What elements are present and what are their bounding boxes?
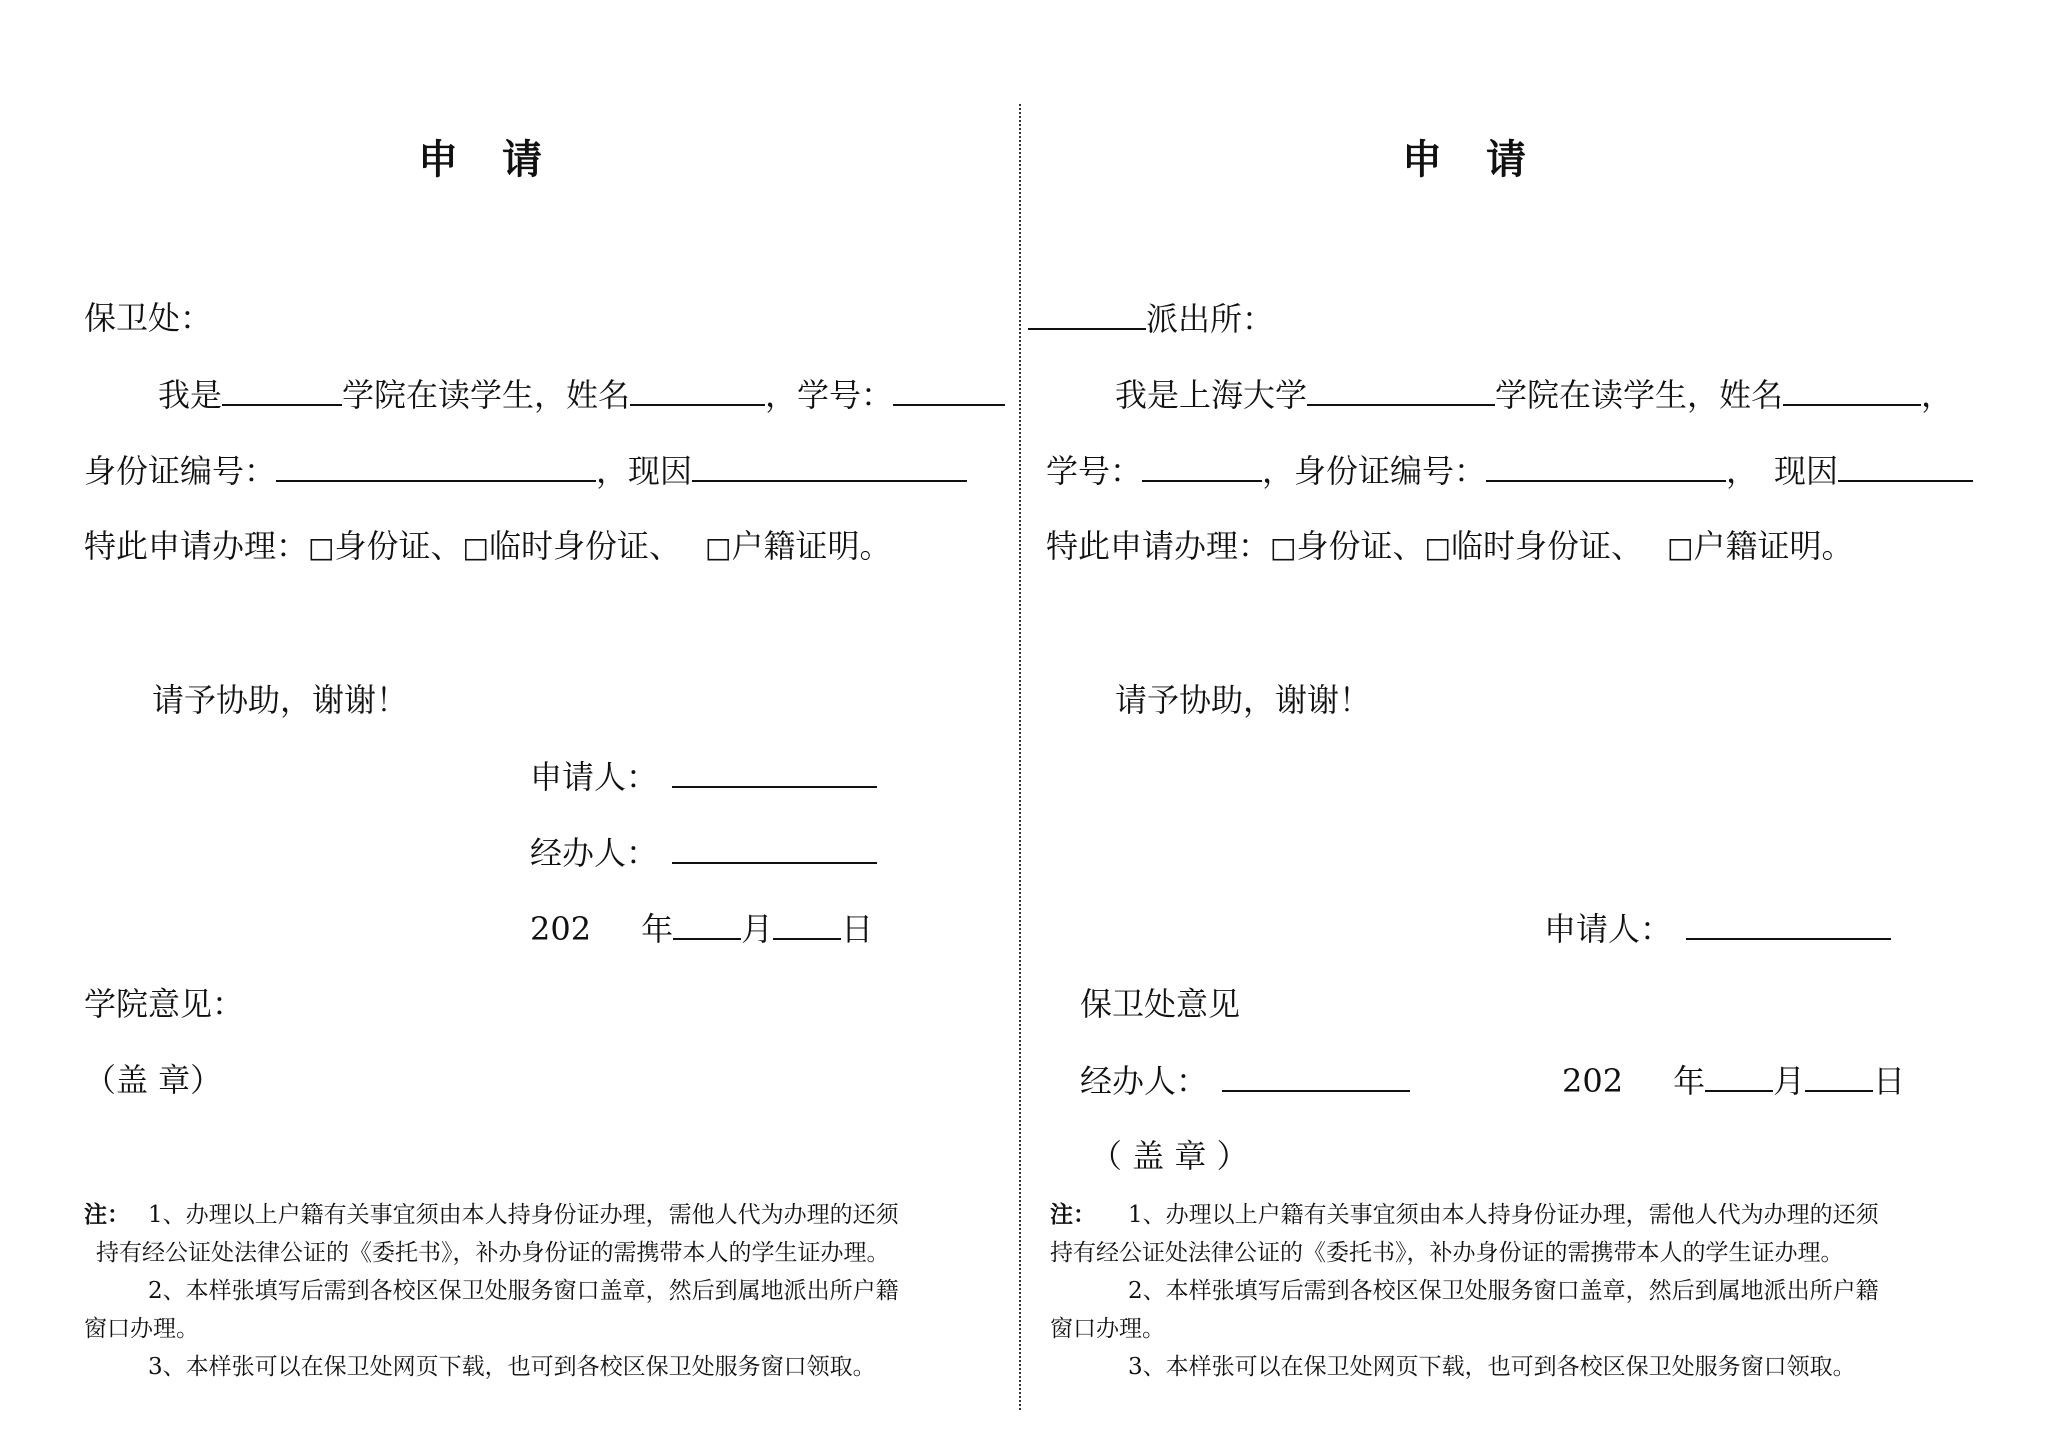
right-note-1a: 1、办理以上户籍有关事宜须由本人持身份证办理，需他人代为办理的还须: [1128, 1202, 1879, 1228]
left-line1-mid1: 学院在读学生，姓名: [342, 376, 631, 414]
right-opt-household: 户籍证明。: [1693, 527, 1854, 565]
right-date-yue: 月: [1773, 1062, 1806, 1100]
right-applicant-label: 申请人：: [1544, 910, 1673, 948]
left-applicant-blank[interactable]: [672, 756, 877, 788]
right-opt-id-card: 身份证、: [1296, 527, 1425, 565]
checkbox-icon[interactable]: □: [462, 531, 489, 564]
right-name-blank[interactable]: [1783, 374, 1921, 406]
right-opt-temp-id: 临时身份证、: [1450, 527, 1643, 565]
right-addressee-row: [1028, 298, 1274, 339]
left-line-3: [84, 526, 891, 568]
left-handler-row: [530, 832, 877, 873]
left-applicant-label: 申请人：: [530, 758, 659, 796]
left-title: 申 请: [418, 136, 544, 183]
right-date-nian: 年: [1673, 1062, 1706, 1100]
left-opinion: 学院意见：: [84, 985, 245, 1023]
right-line-2: [1046, 450, 1973, 491]
left-addressee: 保卫处：: [84, 299, 213, 337]
left-note-3: 3、本样张可以在保卫处网页下载，也可到各校区保卫处服务窗口领取。: [148, 1354, 876, 1380]
left-date-nian: 年: [641, 910, 674, 948]
left-student-id-blank[interactable]: [893, 374, 1005, 406]
right-addressee: 派出所：: [1146, 300, 1275, 338]
right-day-blank[interactable]: [1805, 1060, 1873, 1092]
right-opinion: 保卫处意见: [1080, 985, 1241, 1023]
left-note-1b: 持有经公证处法律公证的《委托书》，补办身份证的需携带本人的学生证办理。: [96, 1240, 890, 1266]
checkbox-icon[interactable]: □: [1270, 531, 1297, 564]
right-line2-mid1: ，身份证编号：: [1262, 452, 1487, 490]
left-opt-temp-id: 临时身份证、: [488, 527, 681, 565]
left-opt-household: 户籍证明。: [731, 527, 892, 565]
right-month-blank[interactable]: [1705, 1060, 1773, 1092]
checkbox-icon[interactable]: □: [1424, 531, 1451, 564]
right-note-2a: 2、本样张填写后需到各校区保卫处服务窗口盖章，然后到属地派出所户籍: [1128, 1278, 1879, 1304]
checkbox-icon[interactable]: □: [308, 531, 335, 564]
left-day-blank[interactable]: [773, 908, 841, 940]
left-date-year: 202: [530, 910, 592, 948]
right-line1-mid: 学院在读学生，姓名: [1495, 376, 1784, 414]
left-id-number-blank[interactable]: [276, 450, 596, 482]
right-line-1: [1115, 374, 1953, 415]
left-reason-blank[interactable]: [692, 450, 967, 482]
right-applicant-blank[interactable]: [1686, 908, 1891, 940]
left-month-blank[interactable]: [673, 908, 741, 940]
left-note-2a: 2、本样张填写后需到各校区保卫处服务窗口盖章，然后到属地派出所户籍: [148, 1278, 899, 1304]
left-line-2: [84, 450, 967, 491]
right-seal: （ 盖 章 ）: [1090, 1137, 1249, 1175]
right-title: 申 请: [1402, 136, 1528, 183]
right-note-2b: 窗口办理。: [1050, 1316, 1165, 1342]
left-opt-id-card: 身份证、: [334, 527, 463, 565]
cut-line-divider: [1019, 104, 1021, 1410]
right-handler-row: [1080, 1060, 1410, 1101]
right-reason-blank[interactable]: [1838, 450, 1973, 482]
left-applicant-row: [530, 756, 877, 797]
right-college-blank[interactable]: [1307, 374, 1495, 406]
left-name-blank[interactable]: [630, 374, 765, 406]
left-date-yue: 月: [741, 910, 774, 948]
left-line2-mid: ，现因: [596, 452, 693, 490]
left-line-1: [158, 374, 1005, 415]
left-line3-prefix: 特此申请办理：: [84, 527, 309, 565]
left-date-ri: 日: [841, 910, 874, 948]
left-date-row: [530, 908, 873, 949]
right-date-row: [1562, 1060, 1905, 1101]
right-id-number-blank[interactable]: [1486, 450, 1726, 482]
right-note-1b: 持有经公证处法律公证的《委托书》，补办身份证的需携带本人的学生证办理。: [1050, 1240, 1844, 1266]
left-handler-label: 经办人：: [530, 834, 659, 872]
right-thanks: 请予协助，谢谢！: [1115, 681, 1372, 719]
left-seal: （盖 章）: [84, 1061, 223, 1099]
right-notes-label: 注：: [1050, 1201, 1096, 1228]
right-applicant-row: [1544, 908, 1891, 949]
right-date-ri: 日: [1873, 1062, 1906, 1100]
right-handler-label: 经办人：: [1080, 1062, 1209, 1100]
left-notes-label: 注：: [84, 1201, 130, 1228]
right-handler-blank[interactable]: [1222, 1060, 1410, 1092]
checkbox-icon[interactable]: □: [1666, 531, 1694, 564]
right-line1-suffix: ，: [1921, 376, 1954, 414]
right-line3-prefix: 特此申请办理：: [1046, 527, 1271, 565]
right-line-3: [1046, 526, 1853, 568]
left-line1-mid2: ，学号：: [765, 376, 894, 414]
left-line2-prefix: 身份证编号：: [84, 452, 277, 490]
left-note-2b: 窗口办理。: [84, 1316, 199, 1342]
right-police-station-blank[interactable]: [1028, 298, 1146, 330]
left-college-blank[interactable]: [222, 374, 342, 406]
right-line1-prefix: 我是上海大学: [1115, 376, 1308, 414]
left-handler-blank[interactable]: [672, 832, 877, 864]
right-note-3: 3、本样张可以在保卫处网页下载，也可到各校区保卫处服务窗口领取。: [1128, 1354, 1856, 1380]
checkbox-icon[interactable]: □: [704, 531, 732, 564]
left-note-1a: 1、办理以上户籍有关事宜须由本人持身份证办理，需他人代为办理的还须: [148, 1202, 899, 1228]
right-date-year: 202: [1562, 1062, 1624, 1100]
right-student-id-blank[interactable]: [1142, 450, 1262, 482]
right-line2-mid2: ， 现因: [1726, 452, 1839, 490]
left-thanks: 请予协助，谢谢！: [152, 681, 409, 719]
right-line2-prefix: 学号：: [1046, 452, 1143, 490]
left-line1-prefix: 我是: [158, 376, 223, 414]
